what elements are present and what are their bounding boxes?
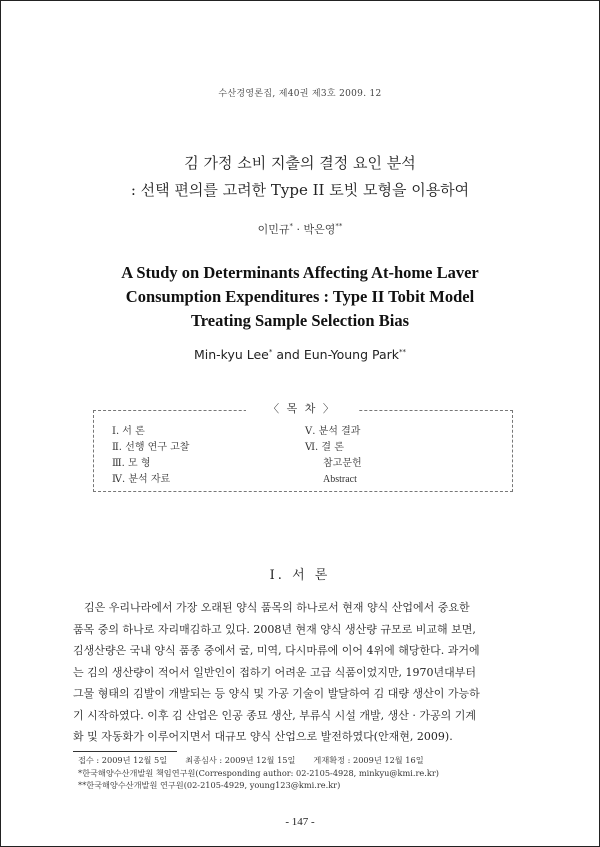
english-title-line: A Study on Determinants Affecting At-home Laver	[121, 263, 479, 282]
english-title-line: Consumption Expenditures : Type II Tobit Model	[125, 287, 475, 306]
paragraph-line: 기 시작하였다. 이후 김 산업은 인공 종묘 생산, 부류식 시설 개발, 생산 · 가공의 기계	[73, 708, 476, 722]
accepted-date: 게재확정 : 2009년 12월 16일	[313, 755, 424, 765]
paragraph-line: 김은 우리나라에서 가장 오래된 양식 품목의 하나로서 현재 양식 산업에서 중요한	[84, 601, 470, 614]
review-date: 최종심사 : 2009년 12월 15일	[185, 755, 296, 765]
toc-item: Ⅰ. 서 론	[112, 426, 145, 437]
toc-item: Ⅵ. 결 론	[305, 442, 344, 453]
toc-item: Abstract	[323, 474, 357, 485]
body-paragraph	[73, 597, 529, 748]
page-number: - 147 -	[285, 816, 315, 828]
footnotes	[78, 754, 528, 792]
paragraph-line: 화 및 자동화가 이루어지면서 대규모 양식 산업으로 발전하였다(안재현, 2009).	[73, 730, 453, 743]
korean-authors	[0, 221, 600, 237]
toc-left-column	[112, 424, 189, 488]
toc-item: Ⅲ. 모 형	[112, 458, 151, 469]
paragraph-line: 김생산량은 국내 양식 품종 중에서 굴, 미역, 다시마류에 이어 4위에 해당한다. 과거에	[73, 644, 480, 657]
footnote-marker: *	[289, 222, 293, 230]
author-name: 이민규	[257, 223, 290, 236]
paragraph-line: 는 김의 생산량이 적어서 일반인이 접하기 어려운 고급 식품이었지만, 1970년대부터	[73, 665, 476, 679]
korean-title-line: 김 가정 소비 지출의 결정 요인 분석	[184, 154, 416, 172]
section-heading: Ⅰ. 서 론	[269, 568, 331, 583]
paragraph-line: 품목 중의 하나로 자리매김하고 있다. 2008년 현재 양식 생산량 규모로 비교해 보면,	[73, 622, 476, 636]
toc-item: Ⅱ. 선행 연구 고찰	[112, 442, 190, 453]
english-authors	[0, 347, 600, 362]
toc-item: Ⅳ. 분석 자료	[112, 474, 171, 485]
author-name: 박은영	[303, 223, 336, 236]
author-name: Min-kyu Lee	[193, 347, 269, 362]
journal-header: 수산경영론집, 제40권 제3호 2009. 12	[218, 89, 382, 99]
footnote-divider	[73, 751, 177, 752]
toc-right-column	[305, 424, 362, 488]
footnote-marker: *	[268, 348, 273, 356]
paragraph-line: 그물 형태의 김발이 개발되는 등 양식 및 가공 기술이 발달하여 김 대량 생산이 가능하	[73, 687, 480, 700]
submission-dates	[78, 754, 528, 767]
footnote-coauthor: **한국해양수산개발원 연구원(02-2105-4929, young123@kmi.re.kr)	[78, 780, 341, 790]
korean-subtitle-line: : 선택 편의를 고려한 Type II 토빗 모형을 이용하여	[130, 181, 470, 199]
footnote-marker: **	[335, 222, 343, 230]
toc-item: 참고문헌	[323, 458, 362, 469]
english-title-line: Treating Sample Selection Bias	[190, 311, 409, 330]
toc-item: Ⅴ. 분석 결과	[305, 426, 361, 437]
footnote-marker: **	[399, 348, 407, 356]
korean-title	[0, 150, 600, 204]
english-title	[0, 261, 600, 333]
author-name: Eun-Young Park	[303, 347, 400, 362]
toc-heading: 〈 목 차 〉	[246, 400, 358, 416]
author-joiner: and	[272, 347, 304, 362]
footnote-corresponding-author: *한국해양수산개발원 책임연구원(Corresponding author: 02-2105-4928, minkyu@kmi.re.kr)	[78, 767, 439, 778]
received-date: 접수 : 2009년 12월 5일	[78, 755, 168, 765]
author-separator: ·	[293, 223, 304, 236]
